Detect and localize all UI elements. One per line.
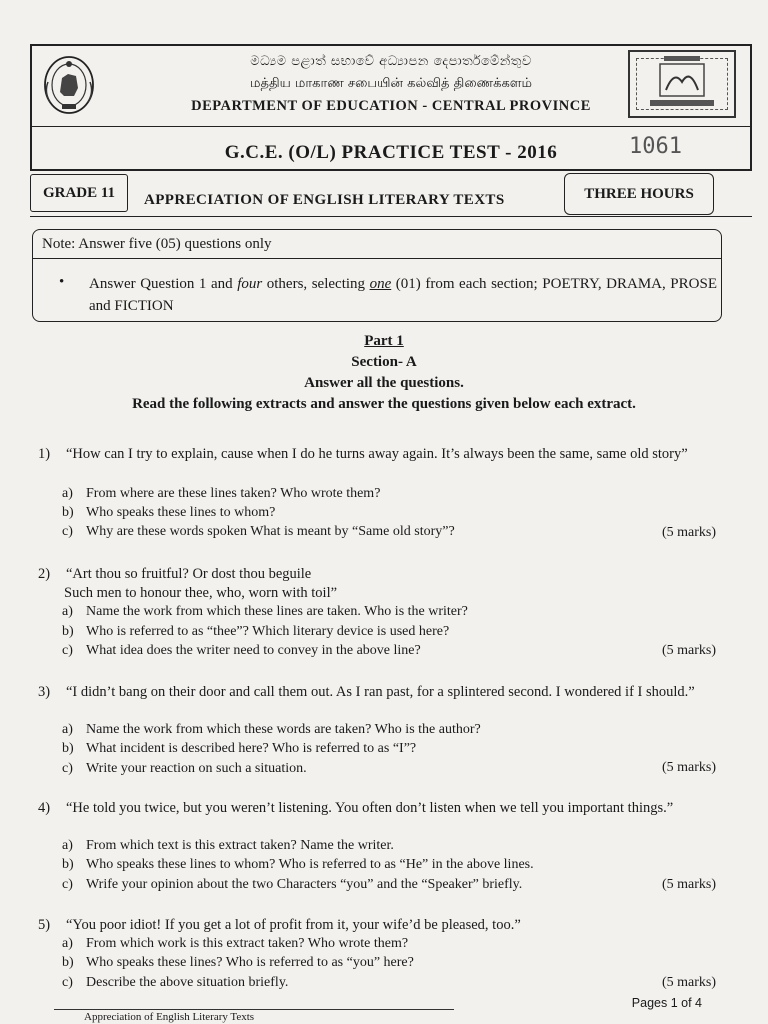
instruction-1: Answer all the questions. xyxy=(304,375,464,391)
sub-question: b) Who speaks these lines? Who is referred to as “you” here? xyxy=(62,955,414,970)
question-2: 2) “Art thou so fruitful? Or dost thou beguile xyxy=(38,564,716,584)
section-heading: Section- A xyxy=(351,354,417,370)
question-stem: “How can I try to explain, cause when I do he turns away again. It’s always been the same, same old story” xyxy=(66,446,688,462)
sub-question: b) Who is referred to as “thee”? Which literary device is used here? xyxy=(62,624,450,639)
page-number: Pages 1 of 4 xyxy=(631,996,702,1010)
sub-question: c) What idea does the writer need to convey in the above line? xyxy=(62,643,421,658)
duration-label: THREE HOURS xyxy=(564,173,714,215)
sub-question: a) From which work is this extract taken? Who wrote them? xyxy=(62,936,409,951)
header-sinhala: මධ්‍යම පළාත් සභාවේ අධ්‍යාපන දෙපාර්තමේන්තුව xyxy=(250,54,532,69)
marks-label: (5 marks) xyxy=(661,643,716,658)
part-heading: Part 1 xyxy=(364,333,404,349)
note-box xyxy=(32,229,722,322)
grade-label: GRADE 11 xyxy=(30,174,128,212)
sub-question: b) What incident is described here? Who is referred to as “I”? xyxy=(62,741,417,756)
page-title: G.C.E. (O/L) PRACTICE TEST - 2016 xyxy=(224,142,558,163)
department-name: DEPARTMENT OF EDUCATION - CENTRAL PROVINCE xyxy=(191,98,591,114)
question-4: 4) “He told you twice, but you weren’t listening. You often don’t listen when we tell you important things.” xyxy=(38,798,716,818)
header-top xyxy=(32,46,750,127)
sub-question: b) Who speaks these lines to whom? Who is referred to as “He” in the above lines. xyxy=(62,857,534,872)
note-instruction: Answer Question 1 and four others, selecting one (01) from each section; POETRY, DRAMA, PROSE and FICTION xyxy=(89,276,717,314)
instruction-2: Read the following extracts and answer the questions given below each extract. xyxy=(132,396,636,412)
sub-question: b) Who speaks these lines to whom? xyxy=(62,505,276,520)
bullet-icon: • xyxy=(59,274,65,290)
footer-subject: Appreciation of English Literary Texts xyxy=(84,1011,255,1023)
footer-divider xyxy=(54,1009,454,1010)
sub-question: a) From where are these lines taken? Who wrote them? xyxy=(62,486,381,501)
stamp-icon xyxy=(628,50,736,118)
header-tamil: மத்திய மாகாண சபையின் கல்வித் திணைக்களம் xyxy=(250,76,532,91)
marks-label: (5 marks) xyxy=(661,525,716,540)
note-divider xyxy=(33,258,721,259)
question-stem: “You poor idiot! If you get a lot of profit from it, your wife’d be pleased, too.” xyxy=(66,917,521,933)
stamp-seal-icon xyxy=(630,52,734,116)
sub-question: a) Name the work from which these words are taken? Who is the author? xyxy=(62,722,481,737)
marks-label: (5 marks) xyxy=(661,877,716,892)
question-stem: “I didn’t bang on their door and call them out. As I ran past, for a splintered second. I wondered if I should.” xyxy=(66,684,695,700)
sub-question: a) From which text is this extract taken? Name the writer. xyxy=(62,838,394,853)
question-stem: “He told you twice, but you weren’t listening. You often don’t listen when we tell you important things.” xyxy=(66,800,674,816)
sub-question: c) Wrife your opinion about the two Characters “you” and the “Speaker” briefly. xyxy=(62,877,523,892)
header-box xyxy=(30,44,752,171)
question-1: 1) “How can I try to explain, cause when I do he turns away again. It’s always been the same, same old story” xyxy=(38,444,716,464)
question-stem-line-2: Such men to honour thee, who, worn with toil” xyxy=(64,585,338,601)
divider xyxy=(30,216,752,217)
marks-label: (5 marks) xyxy=(661,760,716,775)
sub-question: c) Describe the above situation briefly. xyxy=(62,975,289,990)
sub-question: c) Write your reaction on such a situation. xyxy=(62,761,307,776)
question-3: 3) “I didn’t bang on their door and call them out. As I ran past, for a splintered second. I wondered if I should.” xyxy=(38,682,716,702)
question-5: 5) “You poor idiot! If you get a lot of profit from it, your wife’d be pleased, too.” xyxy=(38,915,716,935)
marks-label: (5 marks) xyxy=(661,975,716,990)
sub-question: a) Name the work from which these lines are taken. Who is the writer? xyxy=(62,604,468,619)
subject-title: APPRECIATION OF ENGLISH LITERARY TEXTS xyxy=(144,192,505,208)
paper-code: 1061 xyxy=(629,134,682,159)
question-stem: “Art thou so fruitful? Or dost thou beguile xyxy=(66,566,312,582)
sub-question: c) Why are these words spoken What is meant by “Same old story”? xyxy=(62,524,455,539)
note-heading: Note: Answer five (05) questions only xyxy=(42,236,272,252)
